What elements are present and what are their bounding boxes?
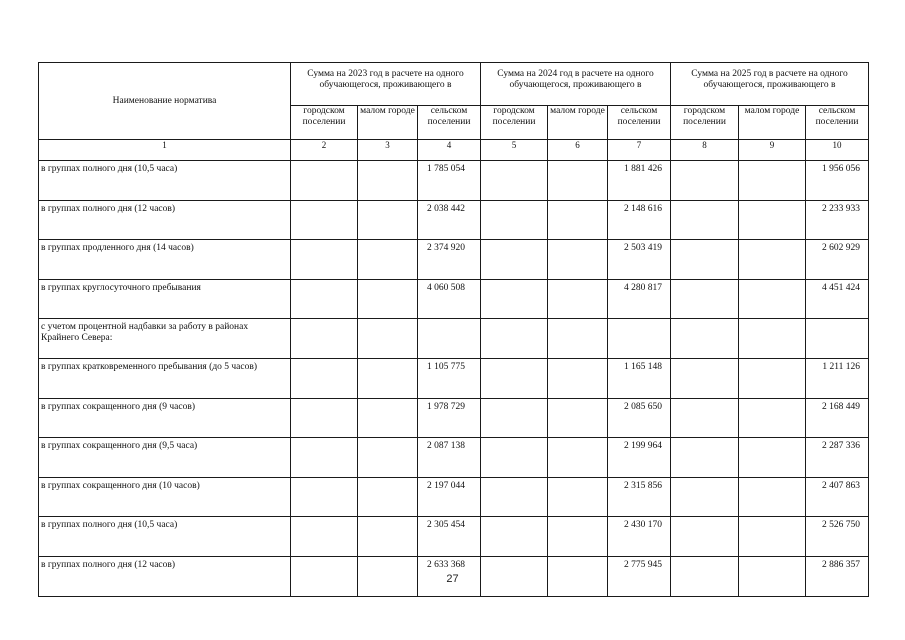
value-cell (806, 319, 869, 359)
table-row (39, 240, 869, 280)
empty-cell (291, 161, 358, 201)
empty-cell (739, 200, 806, 240)
value-cell: 1 978 729 (418, 398, 481, 438)
column-number: 4 (418, 140, 481, 161)
empty-cell (358, 161, 418, 201)
value-cell: 2 407 863 (806, 477, 869, 517)
empty-cell (548, 477, 608, 517)
empty-cell (671, 477, 739, 517)
empty-cell (358, 358, 418, 398)
empty-cell (291, 240, 358, 280)
empty-cell (671, 517, 739, 557)
empty-cell (739, 438, 806, 478)
empty-cell (358, 517, 418, 557)
empty-cell (739, 240, 806, 280)
empty-cell (358, 477, 418, 517)
empty-cell (291, 517, 358, 557)
column-header-year-2025: Сумма на 2025 год в расчете на одного обучающегося, проживающего в (671, 63, 869, 106)
table-row (39, 319, 869, 359)
row-label: в группах кратковременного пребывания (до 5 часов) (39, 358, 291, 398)
value-cell: 4 280 817 (608, 279, 671, 319)
column-number: 2 (291, 140, 358, 161)
column-number: 1 (39, 140, 291, 161)
row-label: в группах полного дня (10,5 часа) (39, 161, 291, 201)
row-label: в группах круглосуточного пребывания (39, 279, 291, 319)
empty-cell (481, 200, 548, 240)
empty-cell (481, 438, 548, 478)
page-number: 27 (446, 573, 459, 585)
column-number: 3 (358, 140, 418, 161)
subheader-small-town-2025: малом городе (739, 106, 806, 140)
empty-cell (548, 161, 608, 201)
row-label: в группах сокращенного дня (9 часов) (39, 398, 291, 438)
column-number: 5 (481, 140, 548, 161)
empty-cell (548, 358, 608, 398)
empty-cell (548, 517, 608, 557)
empty-cell (358, 200, 418, 240)
value-cell: 2 168 449 (806, 398, 869, 438)
empty-cell (548, 319, 608, 359)
empty-cell (739, 477, 806, 517)
column-number: 7 (608, 140, 671, 161)
table-row (39, 477, 869, 517)
empty-cell (671, 319, 739, 359)
row-label: с учетом процентной надбавки за работу в районах Крайнего Севера: (39, 319, 291, 359)
value-cell: 4 060 508 (418, 279, 481, 319)
empty-cell (739, 517, 806, 557)
empty-cell (291, 200, 358, 240)
column-number: 10 (806, 140, 869, 161)
value-cell: 2 287 336 (806, 438, 869, 478)
subheader-urban-2025: городском поселении (671, 106, 739, 140)
empty-cell (671, 398, 739, 438)
empty-cell (671, 161, 739, 201)
empty-cell (548, 279, 608, 319)
subheader-urban-2023: городском поселении (291, 106, 358, 140)
empty-cell (481, 477, 548, 517)
header-row-years (39, 63, 869, 106)
empty-cell (358, 240, 418, 280)
value-cell: 2 775 945 (608, 556, 671, 596)
table-row (39, 517, 869, 557)
value-cell: 1 785 054 (418, 161, 481, 201)
column-number: 9 (739, 140, 806, 161)
subheader-urban-2024: городском поселении (481, 106, 548, 140)
value-cell: 2 087 138 (418, 438, 481, 478)
row-label: в группах полного дня (12 часов) (39, 556, 291, 596)
value-cell: 2 315 856 (608, 477, 671, 517)
subheader-small-town-2024: малом городе (548, 106, 608, 140)
empty-cell (548, 438, 608, 478)
subheader-small-town-2023: малом городе (358, 106, 418, 140)
value-cell: 2 233 933 (806, 200, 869, 240)
row-label: в группах полного дня (10,5 часа) (39, 517, 291, 557)
subheader-rural-2023: сельском поселении (418, 106, 481, 140)
empty-cell (739, 358, 806, 398)
table-row (39, 398, 869, 438)
subheader-rural-2024: сельском поселении (608, 106, 671, 140)
value-cell: 1 211 126 (806, 358, 869, 398)
value-cell: 2 305 454 (418, 517, 481, 557)
column-header-name: Наименование норматива (39, 63, 291, 140)
row-label: в группах сокращенного дня (10 часов) (39, 477, 291, 517)
empty-cell (481, 517, 548, 557)
empty-cell (358, 279, 418, 319)
empty-cell (481, 398, 548, 438)
subheader-rural-2025: сельском поселении (806, 106, 869, 140)
row-label: в группах полного дня (12 часов) (39, 200, 291, 240)
value-cell: 1 956 056 (806, 161, 869, 201)
table-row (39, 438, 869, 478)
empty-cell (358, 398, 418, 438)
empty-cell (739, 279, 806, 319)
empty-cell (291, 279, 358, 319)
empty-cell (548, 240, 608, 280)
column-header-year-2023: Сумма на 2023 год в расчете на одного обучающегося, проживающего в (291, 63, 481, 106)
empty-cell (481, 279, 548, 319)
row-label: в группах продленного дня (14 часов) (39, 240, 291, 280)
empty-cell (671, 200, 739, 240)
empty-cell (481, 358, 548, 398)
empty-cell (739, 319, 806, 359)
empty-cell (481, 240, 548, 280)
value-cell: 1 105 775 (418, 358, 481, 398)
empty-cell (671, 358, 739, 398)
empty-cell (548, 398, 608, 438)
empty-cell (291, 319, 358, 359)
value-cell: 2 886 357 (806, 556, 869, 596)
value-cell: 2 038 442 (418, 200, 481, 240)
column-number: 6 (548, 140, 608, 161)
column-header-year-2024: Сумма на 2024 год в расчете на одного обучающегося, проживающего в (481, 63, 671, 106)
empty-cell (671, 279, 739, 319)
empty-cell (739, 161, 806, 201)
empty-cell (358, 438, 418, 478)
table-row (39, 358, 869, 398)
table-row (39, 161, 869, 201)
empty-cell (671, 240, 739, 280)
table-row (39, 200, 869, 240)
value-cell (608, 319, 671, 359)
empty-cell (291, 477, 358, 517)
value-cell: 2 197 044 (418, 477, 481, 517)
value-cell: 1 165 148 (608, 358, 671, 398)
value-cell: 2 199 964 (608, 438, 671, 478)
column-number: 8 (671, 140, 739, 161)
value-cell: 2 430 170 (608, 517, 671, 557)
row-label: в группах сокращенного дня (9,5 часа) (39, 438, 291, 478)
empty-cell (548, 200, 608, 240)
empty-cell (481, 161, 548, 201)
empty-cell (291, 358, 358, 398)
empty-cell (671, 438, 739, 478)
normative-table (38, 62, 869, 597)
value-cell: 2 526 750 (806, 517, 869, 557)
value-cell (418, 319, 481, 359)
value-cell: 2 374 920 (418, 240, 481, 280)
empty-cell (358, 319, 418, 359)
empty-cell (739, 398, 806, 438)
value-cell: 4 451 424 (806, 279, 869, 319)
empty-cell (291, 398, 358, 438)
header-row-column-numbers (39, 140, 869, 161)
value-cell: 1 881 426 (608, 161, 671, 201)
value-cell: 2 503 419 (608, 240, 671, 280)
value-cell: 2 148 616 (608, 200, 671, 240)
empty-cell (291, 438, 358, 478)
value-cell: 2 602 929 (806, 240, 869, 280)
value-cell: 2 633 368 (418, 556, 481, 596)
table-row (39, 279, 869, 319)
empty-cell (481, 319, 548, 359)
value-cell: 2 085 650 (608, 398, 671, 438)
